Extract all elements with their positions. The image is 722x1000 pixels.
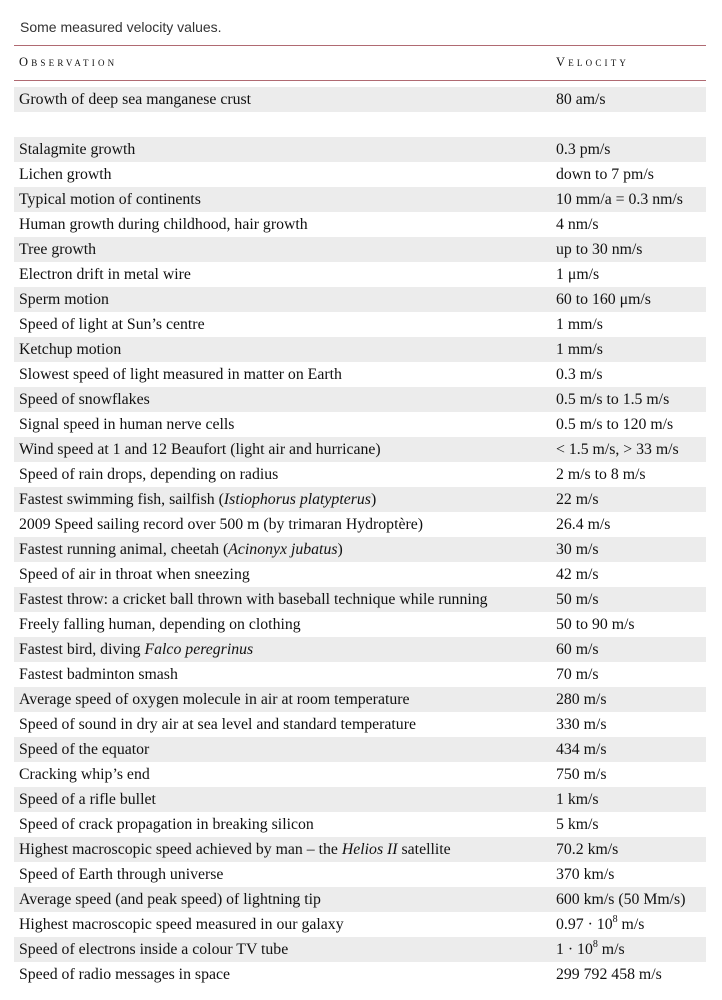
observation-cell: Speed of snowflakes <box>19 391 150 408</box>
top-rule <box>14 45 706 46</box>
velocity-cell: 0.5 m/s to 1.5 m/s <box>556 391 670 408</box>
observation-cell: Speed of the equator <box>19 741 150 758</box>
observation-cell: Growth of deep sea manganese crust <box>19 91 252 108</box>
observation-cell: Speed of air in throat when sneezing <box>19 566 250 583</box>
observation-cell: Wind speed at 1 and 12 Beaufort (light air and hurricane) <box>19 441 381 458</box>
velocity-cell: $1 \cdot 10^8$ m/s <box>556 938 625 958</box>
observation-cell: Average speed of oxygen molecule in air at room temperature <box>19 691 410 708</box>
observation-cell: Lichen growth <box>19 166 112 183</box>
velocity-cell: 10 mm/a = 0.3 nm/s <box>556 191 683 208</box>
velocity-cell: 22 m/s <box>556 491 599 508</box>
observation-cell: Speed of radio messages in space <box>19 966 230 983</box>
table-row <box>14 712 706 737</box>
observation-cell: Speed of sound in dry air at sea level and standard temperature <box>19 716 416 733</box>
observation-cell: Speed of crack propagation in breaking silicon <box>19 816 314 833</box>
table-row <box>14 912 706 937</box>
table-row <box>14 137 706 162</box>
velocity-cell: 0.5 m/s to 120 m/s <box>556 416 674 433</box>
observation-cell: Speed of light at Sun’s centre <box>19 316 205 333</box>
observation-cell: Average speed (and peak speed) of lightning tip <box>19 891 321 908</box>
velocity-cell: 370 km/s <box>556 866 615 883</box>
observation-cell: Ketchup motion <box>19 341 122 358</box>
table-row <box>14 262 706 287</box>
observation-cell: Stalagmite growth <box>19 141 136 158</box>
velocity-cell: 280 m/s <box>556 691 607 708</box>
table-row <box>14 937 706 962</box>
table-caption: Some measured velocity values. <box>20 19 222 35</box>
column-header-observation: Observation <box>19 55 118 69</box>
velocity-cell: 1 μm/s <box>556 266 600 283</box>
table-row <box>14 412 706 437</box>
table-row <box>14 737 706 762</box>
velocity-cell: < 1.5 m/s, > 33 m/s <box>556 441 679 458</box>
table-row <box>14 512 706 537</box>
velocity-cell: 70 m/s <box>556 666 599 683</box>
table-row <box>14 287 706 312</box>
velocity-cell: 600 km/s (50 Mm/s) <box>556 891 686 908</box>
header-rule <box>14 80 706 81</box>
table-row <box>14 312 706 337</box>
observation-cell: 2009 Speed sailing record over 500 m (by trimaran Hydroptère) <box>19 516 424 533</box>
table-row <box>14 787 706 812</box>
observation-cell: Cracking whip’s end <box>19 766 150 783</box>
observation-cell: Fastest bird, diving Falco peregrinus <box>19 641 254 658</box>
observation-cell: Sperm motion <box>19 291 109 308</box>
observation-cell: Human growth during childhood, hair growth <box>19 216 308 233</box>
velocity-cell: up to 30 nm/s <box>556 241 643 258</box>
table-row <box>14 612 706 637</box>
observation-cell: Speed of electrons inside a colour TV tube <box>19 941 289 958</box>
velocity-cell: 299 792 458 m/s <box>556 966 662 983</box>
table-row <box>14 212 706 237</box>
velocity-cell: 750 m/s <box>556 766 607 783</box>
observation-cell: Slowest speed of light measured in matter on Earth <box>19 366 342 383</box>
table-row <box>14 837 706 862</box>
table-row <box>14 637 706 662</box>
velocity-cell: 30 m/s <box>556 541 599 558</box>
velocity-cell: 50 m/s <box>556 591 599 608</box>
velocity-cell: 1 mm/s <box>556 316 603 333</box>
velocity-cell: 0.3 m/s <box>556 366 603 383</box>
observation-cell: Speed of rain drops, depending on radius <box>19 466 279 483</box>
table-header <box>14 52 706 76</box>
table-row <box>14 562 706 587</box>
velocity-cell: 1 km/s <box>556 791 599 808</box>
velocity-cell: 60 m/s <box>556 641 599 658</box>
table-row <box>14 362 706 387</box>
table-row <box>14 587 706 612</box>
velocity-cell: 2 m/s to 8 m/s <box>556 466 646 483</box>
observation-cell: Speed of Earth through universe <box>19 866 224 883</box>
velocity-cell: 50 to 90 m/s <box>556 616 635 633</box>
table-row <box>14 187 706 212</box>
observation-cell: Fastest throw: a cricket ball thrown with baseball technique while running <box>19 591 488 608</box>
observation-cell: Fastest running animal, cheetah (Acinonyx jubatus) <box>19 541 343 558</box>
velocity-cell: 0.3 pm/s <box>556 141 611 158</box>
velocity-cell: 60 to 160 μm/s <box>556 291 651 308</box>
velocity-cell: 5 km/s <box>556 816 599 833</box>
observation-cell: Speed of a rifle bullet <box>19 791 156 808</box>
observation-cell: Electron drift in metal wire <box>19 266 191 283</box>
velocity-cell: 434 m/s <box>556 741 607 758</box>
observation-cell: Signal speed in human nerve cells <box>19 416 235 433</box>
table-row <box>14 387 706 412</box>
table-row <box>14 762 706 787</box>
table-row <box>14 662 706 687</box>
table-row <box>14 812 706 837</box>
table-row <box>14 112 706 137</box>
velocity-cell: 1 mm/s <box>556 341 603 358</box>
column-header-velocity: Velocity <box>556 55 630 69</box>
table-row <box>14 537 706 562</box>
table-row <box>14 437 706 462</box>
velocity-cell: 70.2 km/s <box>556 841 619 858</box>
velocity-cell: 4 nm/s <box>556 216 599 233</box>
table-row <box>14 687 706 712</box>
observation-cell: Fastest badminton smash <box>19 666 178 683</box>
table-row <box>14 162 706 187</box>
table-body <box>14 87 706 987</box>
table-row <box>14 237 706 262</box>
table-row <box>14 87 706 112</box>
velocity-cell: down to 7 pm/s <box>556 166 654 183</box>
observation-cell: Tree growth <box>19 241 97 258</box>
table-row <box>14 862 706 887</box>
observation-cell: Freely falling human, depending on clothing <box>19 616 301 633</box>
table-row <box>14 337 706 362</box>
table-row <box>14 887 706 912</box>
table-row <box>14 962 706 987</box>
velocity-cell: 42 m/s <box>556 566 599 583</box>
observation-cell: Fastest swimming fish, sailfish (Istiophorus platypterus) <box>19 491 377 508</box>
observation-cell: Highest macroscopic speed measured in our galaxy <box>19 916 344 933</box>
velocity-cell: 80 am/s <box>556 91 606 108</box>
velocity-cell: 26.4 m/s <box>556 516 611 533</box>
velocity-cell: $0.97 \cdot 10^8$ m/s <box>556 913 645 933</box>
velocity-cell: 330 m/s <box>556 716 607 733</box>
table-row <box>14 462 706 487</box>
observation-cell: Typical motion of continents <box>19 191 201 208</box>
observation-cell: Highest macroscopic speed achieved by man – the Helios II satellite <box>19 841 451 858</box>
table-row <box>14 487 706 512</box>
